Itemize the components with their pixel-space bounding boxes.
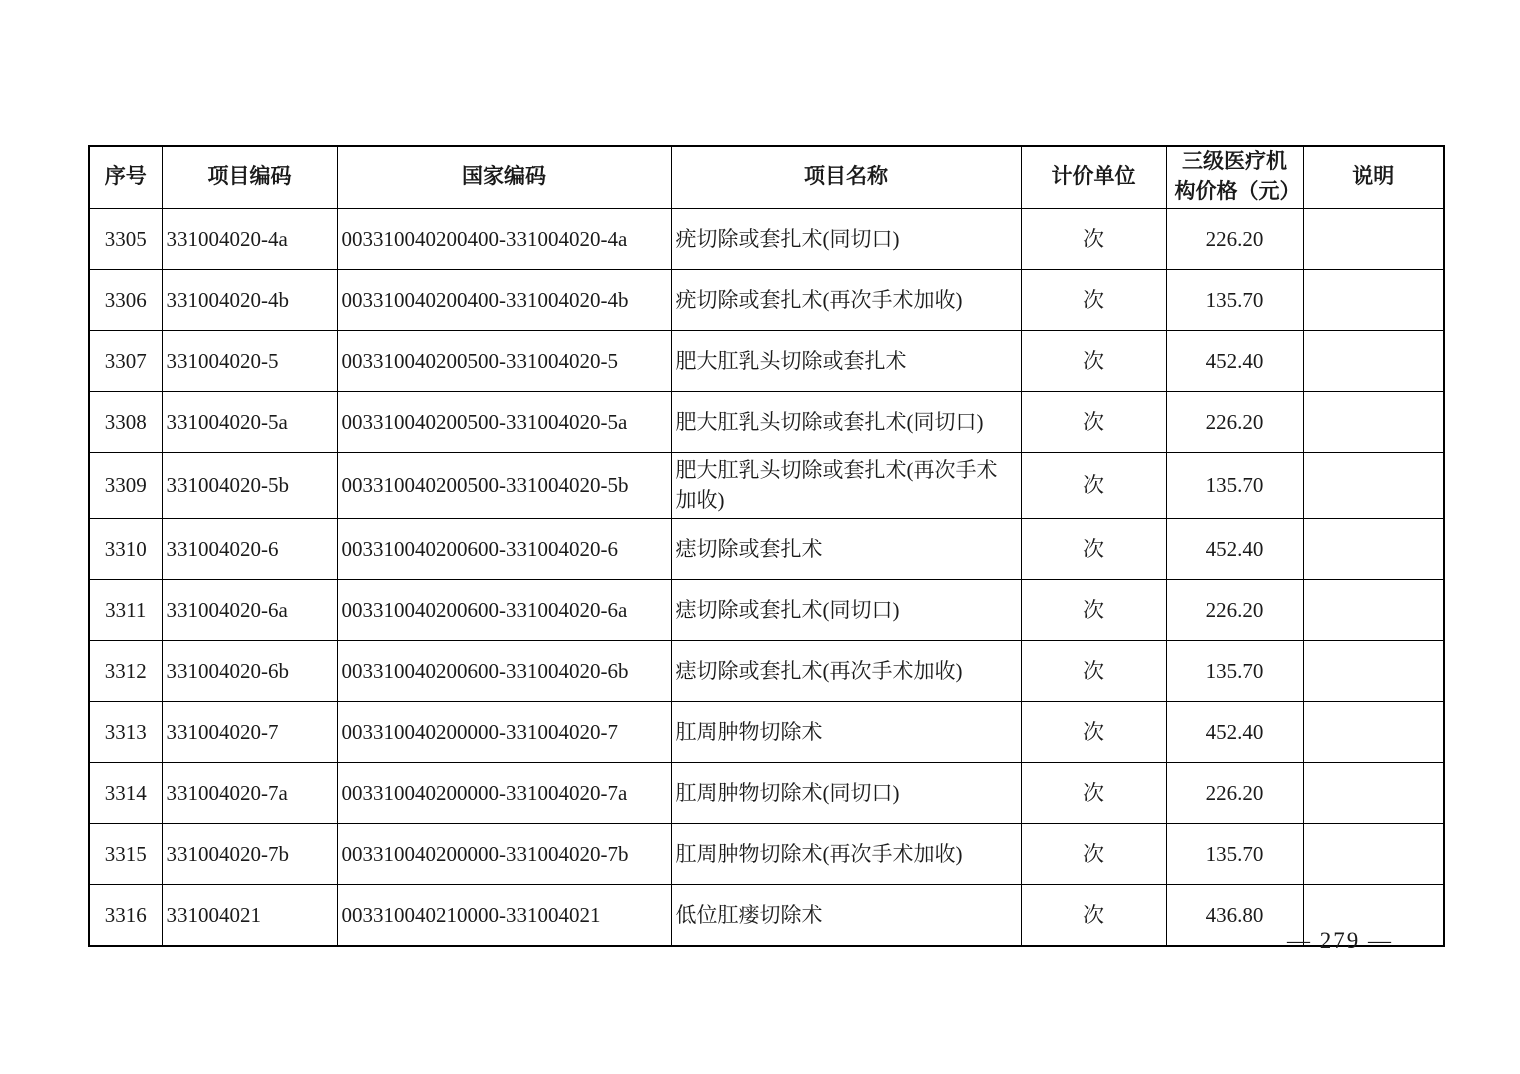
table-row <box>89 518 1444 579</box>
cell-note <box>1303 208 1444 269</box>
header-seq: 序号 <box>89 146 162 208</box>
cell-project-code: 331004020-7b <box>162 823 337 884</box>
cell-name: 痣切除或套扎术 <box>671 518 1021 579</box>
cell-project-code: 331004021 <box>162 884 337 946</box>
cell-project-code: 331004020-6a <box>162 579 337 640</box>
cell-unit: 次 <box>1021 208 1166 269</box>
price-table <box>88 145 1445 947</box>
cell-seq: 3305 <box>89 208 162 269</box>
cell-price: 226.20 <box>1166 579 1303 640</box>
cell-seq: 3307 <box>89 330 162 391</box>
cell-national-code: 003310040200400-331004020-4b <box>337 269 671 330</box>
cell-project-code: 331004020-4b <box>162 269 337 330</box>
table-row <box>89 640 1444 701</box>
cell-seq: 3314 <box>89 762 162 823</box>
cell-seq: 3309 <box>89 452 162 518</box>
cell-price: 452.40 <box>1166 701 1303 762</box>
cell-name: 肥大肛乳头切除或套扎术 <box>671 330 1021 391</box>
cell-national-code: 003310040200600-331004020-6 <box>337 518 671 579</box>
cell-note <box>1303 330 1444 391</box>
cell-national-code: 003310040200500-331004020-5a <box>337 391 671 452</box>
header-name: 项目名称 <box>671 146 1021 208</box>
cell-name: 痣切除或套扎术(再次手术加收) <box>671 640 1021 701</box>
cell-note <box>1303 518 1444 579</box>
table-row <box>89 762 1444 823</box>
table-row <box>89 330 1444 391</box>
cell-seq: 3306 <box>89 269 162 330</box>
cell-unit: 次 <box>1021 884 1166 946</box>
cell-seq: 3311 <box>89 579 162 640</box>
header-national-code: 国家编码 <box>337 146 671 208</box>
table-header-row <box>89 146 1444 208</box>
cell-unit: 次 <box>1021 269 1166 330</box>
cell-name: 肥大肛乳头切除或套扎术(同切口) <box>671 391 1021 452</box>
header-project-code: 项目编码 <box>162 146 337 208</box>
cell-note <box>1303 823 1444 884</box>
cell-project-code: 331004020-6b <box>162 640 337 701</box>
cell-unit: 次 <box>1021 640 1166 701</box>
cell-note <box>1303 762 1444 823</box>
cell-name: 肥大肛乳头切除或套扎术(再次手术加收) <box>671 452 1021 518</box>
table-row <box>89 269 1444 330</box>
cell-project-code: 331004020-5b <box>162 452 337 518</box>
cell-unit: 次 <box>1021 762 1166 823</box>
table-row <box>89 823 1444 884</box>
cell-name: 低位肛瘘切除术 <box>671 884 1021 946</box>
header-unit: 计价单位 <box>1021 146 1166 208</box>
cell-unit: 次 <box>1021 518 1166 579</box>
cell-project-code: 331004020-7 <box>162 701 337 762</box>
cell-name: 肛周肿物切除术(再次手术加收) <box>671 823 1021 884</box>
cell-note <box>1303 579 1444 640</box>
cell-project-code: 331004020-5a <box>162 391 337 452</box>
cell-unit: 次 <box>1021 823 1166 884</box>
cell-note <box>1303 640 1444 701</box>
cell-project-code: 331004020-7a <box>162 762 337 823</box>
cell-unit: 次 <box>1021 452 1166 518</box>
cell-price: 226.20 <box>1166 391 1303 452</box>
cell-national-code: 003310040210000-331004021 <box>337 884 671 946</box>
cell-unit: 次 <box>1021 330 1166 391</box>
table-row <box>89 391 1444 452</box>
cell-national-code: 003310040200000-331004020-7a <box>337 762 671 823</box>
cell-price: 452.40 <box>1166 330 1303 391</box>
cell-project-code: 331004020-4a <box>162 208 337 269</box>
cell-price: 135.70 <box>1166 269 1303 330</box>
page-number: — 279 — <box>1287 928 1393 953</box>
cell-note <box>1303 701 1444 762</box>
cell-national-code: 003310040200000-331004020-7b <box>337 823 671 884</box>
cell-name: 肛周肿物切除术(同切口) <box>671 762 1021 823</box>
cell-price: 135.70 <box>1166 452 1303 518</box>
cell-national-code: 003310040200600-331004020-6b <box>337 640 671 701</box>
cell-note <box>1303 269 1444 330</box>
cell-name: 疣切除或套扎术(同切口) <box>671 208 1021 269</box>
table-row <box>89 579 1444 640</box>
table-row <box>89 208 1444 269</box>
cell-unit: 次 <box>1021 391 1166 452</box>
cell-note <box>1303 452 1444 518</box>
cell-note <box>1303 391 1444 452</box>
cell-seq: 3316 <box>89 884 162 946</box>
cell-price: 135.70 <box>1166 823 1303 884</box>
table-row <box>89 701 1444 762</box>
cell-unit: 次 <box>1021 701 1166 762</box>
cell-name: 疣切除或套扎术(再次手术加收) <box>671 269 1021 330</box>
cell-national-code: 003310040200600-331004020-6a <box>337 579 671 640</box>
cell-project-code: 331004020-5 <box>162 330 337 391</box>
cell-price: 436.80 <box>1166 884 1303 946</box>
cell-seq: 3313 <box>89 701 162 762</box>
header-price: 三级医疗机构价格（元） <box>1166 146 1303 208</box>
header-note: 说明 <box>1303 146 1444 208</box>
cell-national-code: 003310040200000-331004020-7 <box>337 701 671 762</box>
cell-national-code: 003310040200500-331004020-5b <box>337 452 671 518</box>
cell-name: 肛周肿物切除术 <box>671 701 1021 762</box>
cell-seq: 3312 <box>89 640 162 701</box>
cell-price: 226.20 <box>1166 762 1303 823</box>
cell-seq: 3308 <box>89 391 162 452</box>
cell-national-code: 003310040200400-331004020-4a <box>337 208 671 269</box>
cell-seq: 3310 <box>89 518 162 579</box>
cell-national-code: 003310040200500-331004020-5 <box>337 330 671 391</box>
cell-price: 226.20 <box>1166 208 1303 269</box>
cell-project-code: 331004020-6 <box>162 518 337 579</box>
cell-name: 痣切除或套扎术(同切口) <box>671 579 1021 640</box>
cell-price: 452.40 <box>1166 518 1303 579</box>
cell-price: 135.70 <box>1166 640 1303 701</box>
cell-unit: 次 <box>1021 579 1166 640</box>
table-row <box>89 452 1444 518</box>
cell-seq: 3315 <box>89 823 162 884</box>
